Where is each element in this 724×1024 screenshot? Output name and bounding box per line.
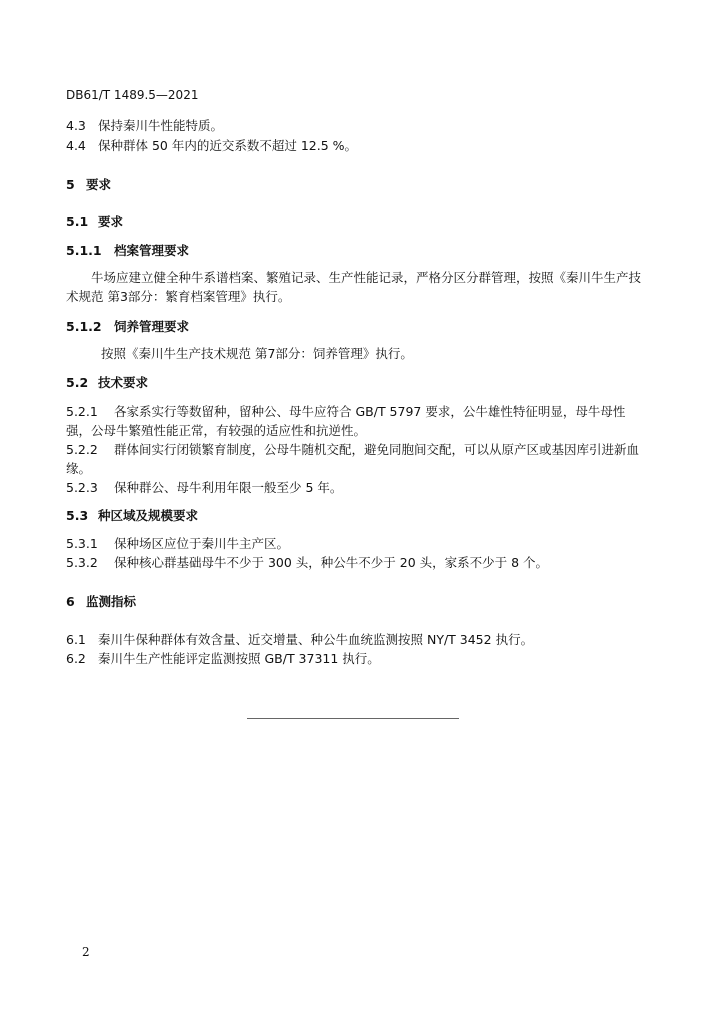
- section-title: 要求: [98, 214, 124, 229]
- clause-number: 5.3.2: [66, 555, 98, 570]
- document-id: DB61/T 1489.5—2021: [66, 88, 199, 102]
- section-6-heading: [66, 593, 136, 610]
- section-title: 档案管理要求: [114, 243, 190, 258]
- clause-text: 保持秦川牛性能特质。: [98, 118, 224, 133]
- clause-number: 5.3.1: [66, 536, 98, 551]
- section-title: 种区域及规模要求: [98, 508, 199, 523]
- clause-6-2: [66, 650, 380, 667]
- section-5-2-heading: [66, 374, 148, 391]
- section-number: 5: [66, 177, 75, 192]
- clause-text: 保种核心群基础母牛不少于 300 头，种公牛不少于 20 头，家系不少于 8 个。: [114, 555, 549, 570]
- section-number: 5.3: [66, 508, 89, 523]
- section-number: 5.1: [66, 214, 89, 229]
- section-title: 监测指标: [86, 594, 137, 609]
- clause-number: 4.3: [66, 118, 86, 133]
- section-title: 饲养管理要求: [114, 319, 190, 334]
- section-5-heading: [66, 176, 111, 193]
- clause-text: 保种场区应位于秦川牛主产区。: [114, 536, 290, 551]
- section-5-3-heading: [66, 507, 198, 524]
- clause-number: 4.4: [66, 138, 86, 153]
- clause-text: 各家系实行等数留种，留种公、母牛应符合 GB/T 5797 要求，公牛雄性特征明显，母牛母性强，公母牛繁殖性能正常，有较强的适应性和抗逆性。: [66, 404, 626, 438]
- clause-4-3: [66, 117, 223, 134]
- section-title: 要求: [86, 177, 112, 192]
- section-number: 5.1.1: [66, 243, 102, 258]
- clause-text: 保种群体 50 年内的近交系数不超过 12.5 %。: [98, 138, 358, 153]
- clause-5-3-2: [66, 554, 548, 571]
- clause-number: 6.1: [66, 632, 86, 647]
- clause-number: 6.2: [66, 651, 86, 666]
- section-number: 6: [66, 594, 75, 609]
- clause-text: 秦川牛保种群体有效含量、近交增量、种公牛血统监测按照 NY/T 3452 执行。: [98, 632, 534, 647]
- clause-5-2-3: [66, 479, 342, 496]
- clause-number: 5.2.1: [66, 404, 98, 419]
- section-5-1-2-heading: [66, 318, 189, 335]
- clause-text: 群体间实行闭锁繁育制度，公母牛随机交配，避免同胞间交配，可以从原产区或基因库引进新血缘。: [66, 442, 640, 476]
- clause-6-1: [66, 631, 533, 648]
- section-number: 5.1.2: [66, 319, 102, 334]
- clause-number: 5.2.3: [66, 480, 98, 495]
- section-5-1-2-body: 按照《秦川牛生产技术规范 第7部分：饲养管理》执行。: [101, 346, 413, 361]
- section-5-1-heading: [66, 213, 123, 230]
- page-number: 2: [82, 945, 90, 959]
- clause-text: 秦川牛生产性能评定监测按照 GB/T 37311 执行。: [98, 651, 380, 666]
- clause-number: 5.2.2: [66, 442, 98, 457]
- section-number: 5.2: [66, 375, 89, 390]
- clause-text: 保种群公、母牛利用年限一般至少 5 年。: [114, 480, 343, 495]
- section-title: 技术要求: [98, 375, 149, 390]
- clause-5-2-1: [66, 402, 642, 440]
- section-5-1-1-body: 牛场应建立健全种牛系谱档案、繁殖记录、生产性能记录，严格分区分群管理，按照《秦川牛生产技术规范 第3部分：繁育档案管理》执行。: [66, 270, 642, 304]
- clause-5-3-1: [66, 535, 289, 552]
- section-5-1-1-heading: [66, 242, 189, 259]
- clause-4-4: [66, 137, 357, 154]
- end-divider: [247, 718, 459, 719]
- clause-5-2-2: [66, 440, 642, 478]
